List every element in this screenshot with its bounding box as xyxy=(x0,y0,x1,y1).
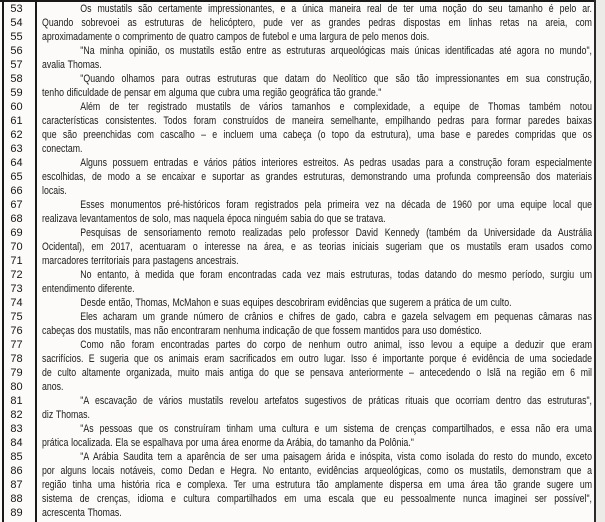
text-line-row xyxy=(0,86,594,100)
line-text-wrap xyxy=(42,212,592,226)
line-number: 88 xyxy=(10,493,23,505)
line-number: 79 xyxy=(10,367,23,379)
text-line-row xyxy=(0,2,594,16)
line-text: locais. xyxy=(42,185,67,197)
text-body xyxy=(0,2,594,520)
text-line-row xyxy=(0,72,594,86)
text-line-row xyxy=(0,226,594,240)
text-line-row xyxy=(0,436,594,450)
line-text-wrap xyxy=(42,198,592,212)
line-number: 68 xyxy=(10,213,23,225)
line-number: 83 xyxy=(10,423,23,435)
line-number: 57 xyxy=(10,59,23,71)
line-number: 74 xyxy=(10,297,23,309)
line-text-wrap xyxy=(42,156,592,170)
line-text: sacrifícios. E sugeria que os animais eram sacrificados em outro lugar. Isso é importante porque é evidência de uma sociedade xyxy=(42,353,592,365)
line-text: entendimento diferente. xyxy=(42,283,135,295)
text-line-row xyxy=(0,16,594,30)
line-text-wrap xyxy=(42,142,592,156)
line-number: 77 xyxy=(10,339,23,351)
line-text-wrap xyxy=(42,2,592,16)
scan-edge-strip xyxy=(596,0,605,522)
line-text-wrap xyxy=(42,226,592,240)
line-number: 81 xyxy=(10,395,23,407)
text-line-row xyxy=(0,114,594,128)
line-number: 63 xyxy=(10,143,23,155)
line-number: 78 xyxy=(10,353,23,365)
line-text: "A escavação de vários mustatils revelou artefatos sugestivos de práticas rituais que ocorriam dentro das estruturas", xyxy=(80,395,592,407)
text-line-row xyxy=(0,254,594,268)
line-text: "A Arábia Saudita tem a aparência de ser uma paisagem árida e inóspita, vista como isolada do resto do mundo, exceto xyxy=(80,451,592,463)
line-text-wrap xyxy=(42,170,592,184)
line-text-wrap xyxy=(42,128,592,142)
line-number: 65 xyxy=(10,171,23,183)
line-number: 71 xyxy=(10,255,23,267)
line-text-wrap xyxy=(42,296,592,310)
text-line-row xyxy=(0,184,594,198)
line-text: Os mustatils são certamente impressionantes, e a única maneira real de ter uma noção do seu tamanho é pelo ar. xyxy=(80,3,592,15)
line-number: 86 xyxy=(10,465,23,477)
text-line-row xyxy=(0,324,594,338)
text-line-row xyxy=(0,352,594,366)
text-line-row xyxy=(0,58,594,72)
line-text: que são preenchidas com cascalho – e incluem uma cabeça (o topo da estrutura), uma base e paredes compridas que os xyxy=(42,129,592,141)
text-line-row xyxy=(0,240,594,254)
line-number: 66 xyxy=(10,185,23,197)
text-line-row xyxy=(0,310,594,324)
line-number: 89 xyxy=(10,507,23,519)
line-text-wrap xyxy=(42,478,592,492)
line-text: "Na minha opinião, os mustatils estão entre as estruturas arqueológicas mais únicas identificadas até agora no mundo", xyxy=(80,45,592,57)
text-line-row xyxy=(0,44,594,58)
line-text-wrap xyxy=(42,16,592,30)
line-text: Esses monumentos pré-históricos foram registrados pela primeira vez na década de 1960 por uma equipe local que xyxy=(80,199,592,211)
text-line-row xyxy=(0,408,594,422)
line-number: 87 xyxy=(10,479,23,491)
line-text-wrap xyxy=(42,394,592,408)
line-text: Alguns possuem entradas e vários pátios interiores estreitos. As pedras usadas para a construção foram especialmente xyxy=(80,157,592,169)
line-text-wrap xyxy=(42,282,592,296)
text-line-row xyxy=(0,296,594,310)
text-line-row xyxy=(0,212,594,226)
line-text-wrap xyxy=(42,506,592,520)
text-line-row xyxy=(0,464,594,478)
text-line-row xyxy=(0,492,594,506)
text-line-row xyxy=(0,366,594,380)
line-number: 84 xyxy=(10,437,23,449)
line-text-wrap xyxy=(42,30,592,44)
line-text: tenho dificuldade de pensar em alguma que cubra uma região geográfica tão grande." xyxy=(42,87,382,99)
text-line-row xyxy=(0,422,594,436)
line-number: 73 xyxy=(10,283,23,295)
line-number: 76 xyxy=(10,325,23,337)
text-line-row xyxy=(0,394,594,408)
line-text: Além de ter registrado mustatils de vários tamanhos e complexidade, a equipe de Thomas também notou xyxy=(80,101,592,113)
line-number: 59 xyxy=(10,87,23,99)
line-text: Pesquisas de sensoriamento remoto realizadas pelo professor David Kennedy (também da Universidade da Austrália xyxy=(80,227,592,239)
line-text-wrap xyxy=(42,100,592,114)
text-line-row xyxy=(0,450,594,464)
line-text: anos. xyxy=(42,381,64,393)
text-line-row xyxy=(0,338,594,352)
line-text: Como não foram encontradas partes do corpo de nenhum outro animal, isso levou a equipe a deduzir que eram xyxy=(80,339,592,351)
line-text-wrap xyxy=(42,436,592,450)
line-text: de culto altamente organizada, muito mais antiga do que se pensava anteriormente – antecedendo o Islã na região em 6 mil xyxy=(42,367,592,379)
text-line-row xyxy=(0,170,594,184)
text-line-row xyxy=(0,380,594,394)
line-text: realizava levantamentos de solo, mas naquela época ninguém sabia do que se tratava. xyxy=(42,213,386,225)
line-text: marcadores territoriais para pastagens ancestrais. xyxy=(42,255,239,267)
line-text: acrescenta Thomas. xyxy=(42,507,122,519)
line-number: 85 xyxy=(10,451,23,463)
line-number: 72 xyxy=(10,269,23,281)
line-text: avalia Thomas. xyxy=(42,59,102,71)
line-text: Quando sobrevoei as estruturas de helicóptero, pude ver as grandes pedras dispostas em linhas retas na areia, com xyxy=(42,17,592,29)
line-text: diz Thomas. xyxy=(42,409,91,421)
line-number: 80 xyxy=(10,381,23,393)
line-number: 64 xyxy=(10,157,23,169)
line-text: região tinha uma história rica e complexa. Ter uma estrutura tão amplamente dispersa em uma área tão grande sugere um xyxy=(42,479,592,491)
line-text: características consistentes. Todos foram construídos de maneira semelhante, empilhando pedras para formar paredes baixas xyxy=(42,115,592,127)
line-text-wrap xyxy=(42,338,592,352)
line-text: Eles acharam um grande número de crânios e chifres de gado, cabra e gazela selvagem em pequenas câmaras nas xyxy=(80,311,592,323)
line-number: 70 xyxy=(10,241,23,253)
line-number: 69 xyxy=(10,227,23,239)
line-text-wrap xyxy=(42,352,592,366)
text-line-row xyxy=(0,30,594,44)
text-line-row xyxy=(0,282,594,296)
line-text-wrap xyxy=(42,86,592,100)
line-text-wrap xyxy=(42,422,592,436)
text-line-row xyxy=(0,128,594,142)
line-text-wrap xyxy=(42,254,592,268)
line-number: 62 xyxy=(10,129,23,141)
line-text-wrap xyxy=(42,324,592,338)
line-text: cabeças dos mustatils, mas não encontraram nenhuma indicação de que fossem mantidos para uso doméstico. xyxy=(42,325,482,337)
text-line-row xyxy=(0,142,594,156)
line-text-wrap xyxy=(42,310,592,324)
line-text-wrap xyxy=(42,450,592,464)
line-text-wrap xyxy=(42,44,592,58)
line-text-wrap xyxy=(42,72,592,86)
text-line-row xyxy=(0,100,594,114)
line-text-wrap xyxy=(42,114,592,128)
line-number: 75 xyxy=(10,311,23,323)
line-text-wrap xyxy=(42,184,592,198)
line-number: 56 xyxy=(10,45,23,57)
text-line-row xyxy=(0,268,594,282)
line-number: 67 xyxy=(10,199,23,211)
line-number: 55 xyxy=(10,31,23,43)
line-text: escolhidas, de modo a se encaixar e suportar as grandes estruturas, demonstrando uma profunda compreensão dos materiais xyxy=(42,171,592,183)
line-text-wrap xyxy=(42,492,592,506)
line-text-wrap xyxy=(42,464,592,478)
line-text-wrap xyxy=(42,408,592,422)
line-text: sistema de crenças, idioma e cultura compartilhados em uma escala que eu pessoalmente nunca imaginei ser possível", xyxy=(42,493,592,505)
line-text: prática localizada. Ela se espalhava por uma área enorme da Arábia, do tamanho da Polônia." xyxy=(42,437,414,449)
text-line-row xyxy=(0,506,594,520)
line-text: "Quando olhamos para outras estruturas que datam do Neolítico que são tão impressionantes em sua construção, xyxy=(80,73,592,85)
line-text-wrap xyxy=(42,58,592,72)
line-text: aproximadamente o comprimento de quatro campos de futebol e uma largura de pelo menos dois. xyxy=(42,31,430,43)
line-number: 61 xyxy=(10,115,23,127)
line-number: 60 xyxy=(10,101,23,113)
line-number: 82 xyxy=(10,409,23,421)
line-text: conectam. xyxy=(42,143,83,155)
line-number: 53 xyxy=(10,3,23,15)
line-text: Desde então, Thomas, McMahon e suas equipes descobriram evidências que sugerem a prática de um culto. xyxy=(80,297,512,309)
line-text-wrap xyxy=(42,380,592,394)
line-text-wrap xyxy=(42,366,592,380)
text-line-row xyxy=(0,478,594,492)
line-text: No entanto, à medida que foram encontradas cada vez mais estruturas, todas datando do mesmo período, surgiu um xyxy=(80,269,592,281)
line-text-wrap xyxy=(42,268,592,282)
line-text-wrap xyxy=(42,240,592,254)
text-line-row xyxy=(0,156,594,170)
line-text: "As pessoas que os construíram tinham uma cultura e um sistema de crenças compartilhados, e essa não era uma xyxy=(80,423,592,435)
line-text: Ocidental), em 2017, acentuaram o interesse na área, e as teorias iniciais sugeriam que os mustatils eram usados como xyxy=(42,241,592,253)
line-number: 54 xyxy=(10,17,23,29)
line-text: por alguns locais notáveis, como Dedan e Hegra. No entanto, evidências arqueológicas, como os mustatils, demonstram que a xyxy=(42,465,592,477)
line-number: 58 xyxy=(10,73,23,85)
text-line-row xyxy=(0,198,594,212)
